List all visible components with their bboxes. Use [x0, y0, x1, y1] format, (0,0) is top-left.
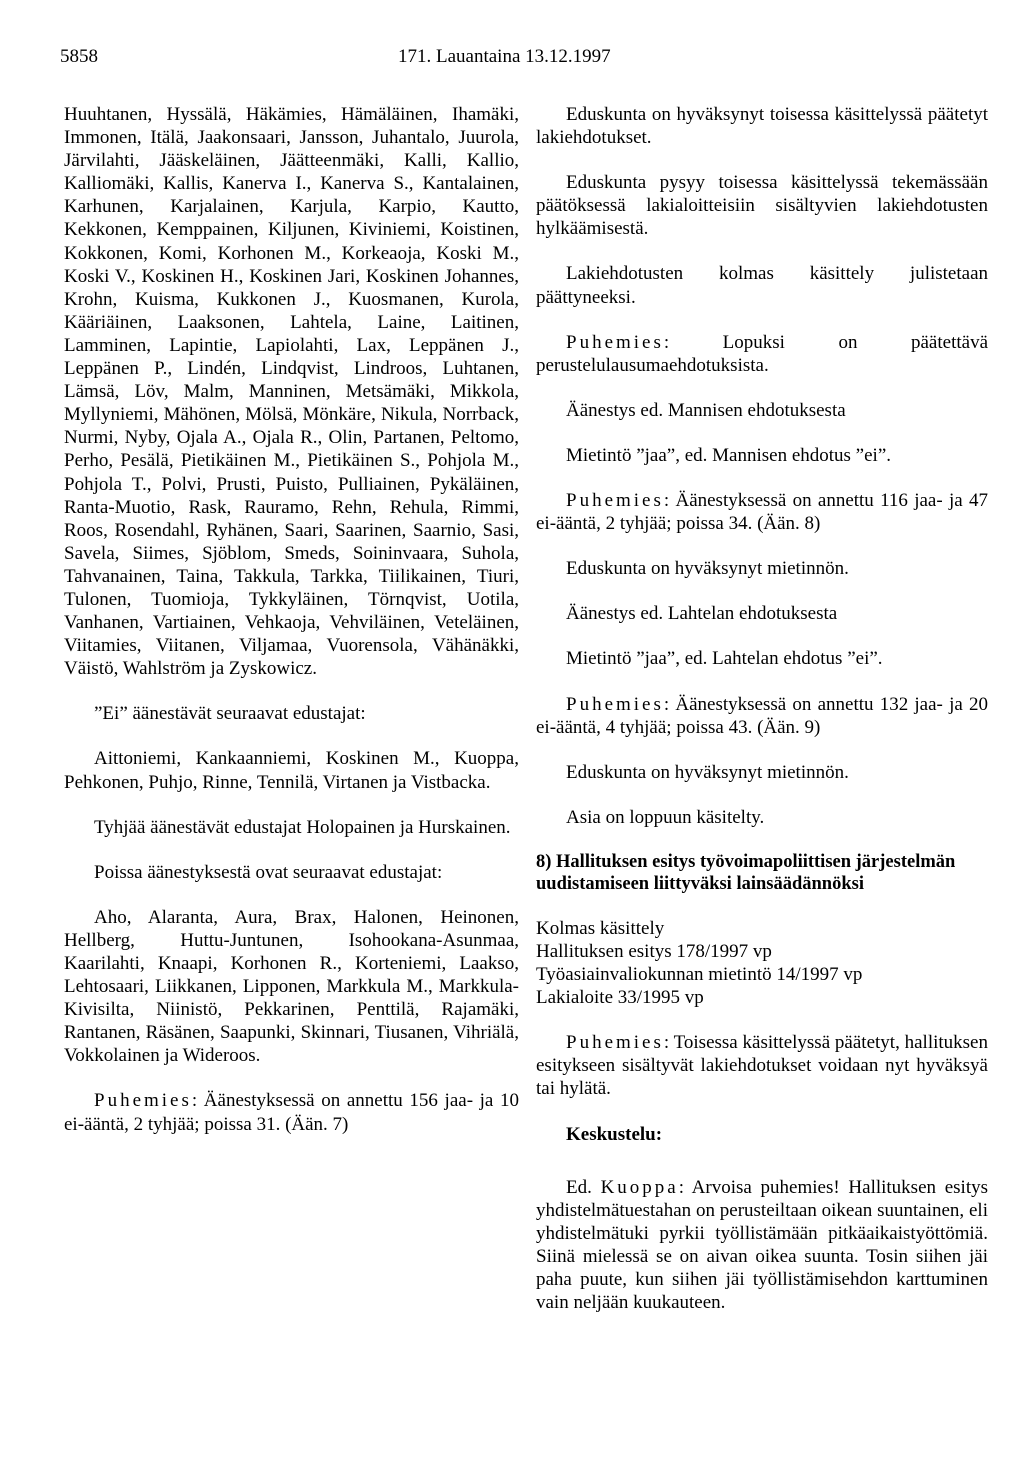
vote-result-7: [64, 1089, 519, 1135]
vote-decision-1: Eduskunta on hyväksynyt mietinnön.: [566, 558, 849, 580]
reference-line: Hallituksen esitys 178/1997 vp: [536, 940, 772, 962]
vote-result-9: [536, 693, 988, 739]
yes-voters-list: Huuhtanen, Hyssälä, Häkämies, Hämäläinen, Ihamäki, Immonen, Itälä, Jaakonsaari, Jansson, Juhantalo, Juurola, Järvilahti, Jääskeläinen, Jäätteenmäki, Kalli, Kallio, Kalliomäki, Kallis, Kanerva I., Kanerva S., Kantalainen, Karhunen, Karjalainen, Karjula, Karpio, Kautto, Kekkonen, Kemppainen, Kiljunen, Kiviniemi, Koistinen, Kokkonen, Komi, Korhonen M., Korkeaoja, Koski M., Koski V., Koskinen H., Koskinen Jari, Koskinen Johannes, Krohn, Kuisma, Kukkonen J., Kuosmanen, Kurola, Kääriäinen, Laaksonen, Lahtela, Laine, Laitinen, Lamminen, Lapintie, Lapiolahti, Lax, Leppänen J., Leppänen P., Lindén, Lindqvist, Lindroos, Luhtanen, Lämsä, Löv, Malm, Manninen, Metsämäki, Mikkola, Myllyniemi, Mähönen, Mölsä, Mönkäre, Nikula, Norrback, Nurmi, Nyby, Ojala A., Ojala R., Olin, Partanen, Peltomo, Perho, Pesälä, Pietikäinen M., Pietikäinen S., Pohjola M., Pohjola T., Polvi, Prusti, Puisto, Pulliainen, Pykäläinen, Ranta-Muotio, Rask, Rauramo, Rehn, Rehula, Rimmi, Roos, Rosendahl, Ryhänen, Saari, Saarinen, Saarnio, Sasi, Savela, Siimes, Sjöblom, Smeds, Soininvaara, Suhola, Tahvanainen, Taina, Takkula, Tarkka, Tiilikainen, Tiuri, Tulonen, Tuomioja, Tykkyläinen, Törnqvist, Uotila, Vanhanen, Vartiainen, Vehkaoja, Vehviläinen, Veteläinen, Viitamies, Viitanen, Viljamaa, Vuorensola, Vähänäkki, Väistö, Wahlström ja Zyskowicz.: [64, 104, 519, 680]
speaker-name: Puhemies: [94, 1090, 192, 1112]
page-header: [0, 46, 1024, 76]
left-column: [64, 103, 519, 1158]
paragraph-accepted: Eduskunta on hyväksynyt toisessa käsittelyssä päätetyt lakiehdotukset.: [536, 104, 988, 149]
reference-line: Työasiainvaliokunnan mietintö 14/1997 vp: [536, 964, 863, 986]
right-column: [536, 103, 988, 1336]
absent-list: Aho, Alaranta, Aura, Brax, Halonen, Heinonen, Hellberg, Huttu-Juntunen, Isohookana-Asunmaa, Kaarilahti, Knaapi, Korhonen R., Korteniemi, Laakso, Lehtosaari, Liikkanen, Lipponen, Markkula M., Markkula-Kivisilta, Niinistö, Pekkarinen, Penttilä, Rajamäki, Rantanen, Räsänen, Saapunki, Skinnari, Tiusanen, Vihriälä, Vokkolainen ja Wideroos.: [64, 906, 519, 1067]
speaker-text: : Lopuksi on päätettävä perustelulausumaehdotuksista.: [536, 331, 988, 376]
speaker-name: Puhemies: [566, 693, 664, 715]
vote-title-2: Äänestys ed. Lahtelan ehdotuksesta: [566, 603, 838, 625]
page-number: 5858: [60, 46, 98, 67]
paragraph-rejection: Eduskunta pysyy toisessa käsittelyssä tekemässään päätöksessä lakialoitteisiin sisältyvien lakiehdotusten hylkäämisestä.: [536, 172, 988, 240]
no-voters-intro: ”Ei” äänestävät seuraavat edustajat:: [94, 703, 366, 725]
speaker-name: Puhemies: [566, 490, 664, 512]
vote-title-1: Äänestys ed. Mannisen ehdotuksesta: [566, 399, 846, 421]
vote-result-text: : Äänestyksessä on annettu 132 jaa- ja 20 ei-ääntä, 4 tyhjää; poissa 43. (Ään. 9): [536, 693, 988, 738]
speech-prefix: Ed.: [566, 1176, 592, 1198]
absent-intro: Poissa äänestyksestä ovat seuraavat edustajat:: [94, 861, 443, 883]
vote-result-text: : Äänestyksessä on annettu 156 jaa- ja 10 ei-ääntä, 2 tyhjää; poissa 31. (Ään. 7): [64, 1090, 519, 1135]
item-heading: 8) Hallituksen esitys työvoimapoliittisen järjestelmän uudistamiseen liittyväksi lainsäädännöksi: [536, 851, 956, 894]
speaker-name: Kuoppa: [600, 1176, 679, 1198]
speaker-name: Puhemies: [566, 331, 664, 353]
speaker-statement-2: [536, 1031, 988, 1100]
item-references: [536, 917, 988, 1009]
speaker-text: : Toisessa käsittelyssä päätetyt, hallituksen esitykseen sisältyvät lakiehdotukset voidaan nyt hyväksyä tai hylätä.: [536, 1032, 988, 1100]
vote-result-8: [536, 489, 988, 535]
reference-line: Lakialoite 33/1995 vp: [536, 987, 704, 1009]
blank-voters: Tyhjää äänestävät edustajat Holopainen ja Hurskainen.: [94, 816, 511, 838]
vote-result-text: : Äänestyksessä on annettu 116 jaa- ja 47 ei-ääntä, 2 tyhjää; poissa 34. (Ään. 8): [536, 490, 988, 535]
running-head: 171. Lauantaina 13.12.1997: [398, 46, 611, 67]
speech-text: : Arvoisa puhemies! Hallituksen esitys yhdistelmätuestahan on perusteiltaan oikean suuntainen, eli yhdistelmätuki pyrkii työllistämään pitkäaikaistyöttömiä. Siinä mielessä se on aivan oikea suunta. Tosin siihen jäi paha puute, kun siihen jäi työllistämisehdon karttuminen vain neljään kuukauteen.: [536, 1176, 989, 1314]
vote-decision-2: Eduskunta on hyväksynyt mietinnön.: [566, 761, 849, 783]
speaker-statement: [536, 331, 988, 377]
speaker-name: Puhemies: [566, 1032, 664, 1054]
discussion-heading: Keskustelu:: [566, 1123, 663, 1145]
reference-line: Kolmas käsittely: [536, 917, 665, 939]
paragraph-closed: Lakiehdotusten kolmas käsittely julistetaan päättyneeksi.: [536, 263, 988, 308]
item-closed: Asia on loppuun käsitelty.: [566, 806, 765, 828]
vote-options-1: Mietintö ”jaa”, ed. Mannisen ehdotus ”ei”.: [566, 444, 892, 466]
vote-options-2: Mietintö ”jaa”, ed. Lahtelan ehdotus ”ei”.: [566, 648, 883, 670]
speech-kuoppa: [536, 1176, 988, 1315]
no-voters-list: Aittoniemi, Kankaanniemi, Koskinen M., Kuoppa, Pehkonen, Puhjo, Rinne, Tennilä, Virtanen ja Vistbacka.: [64, 748, 519, 793]
